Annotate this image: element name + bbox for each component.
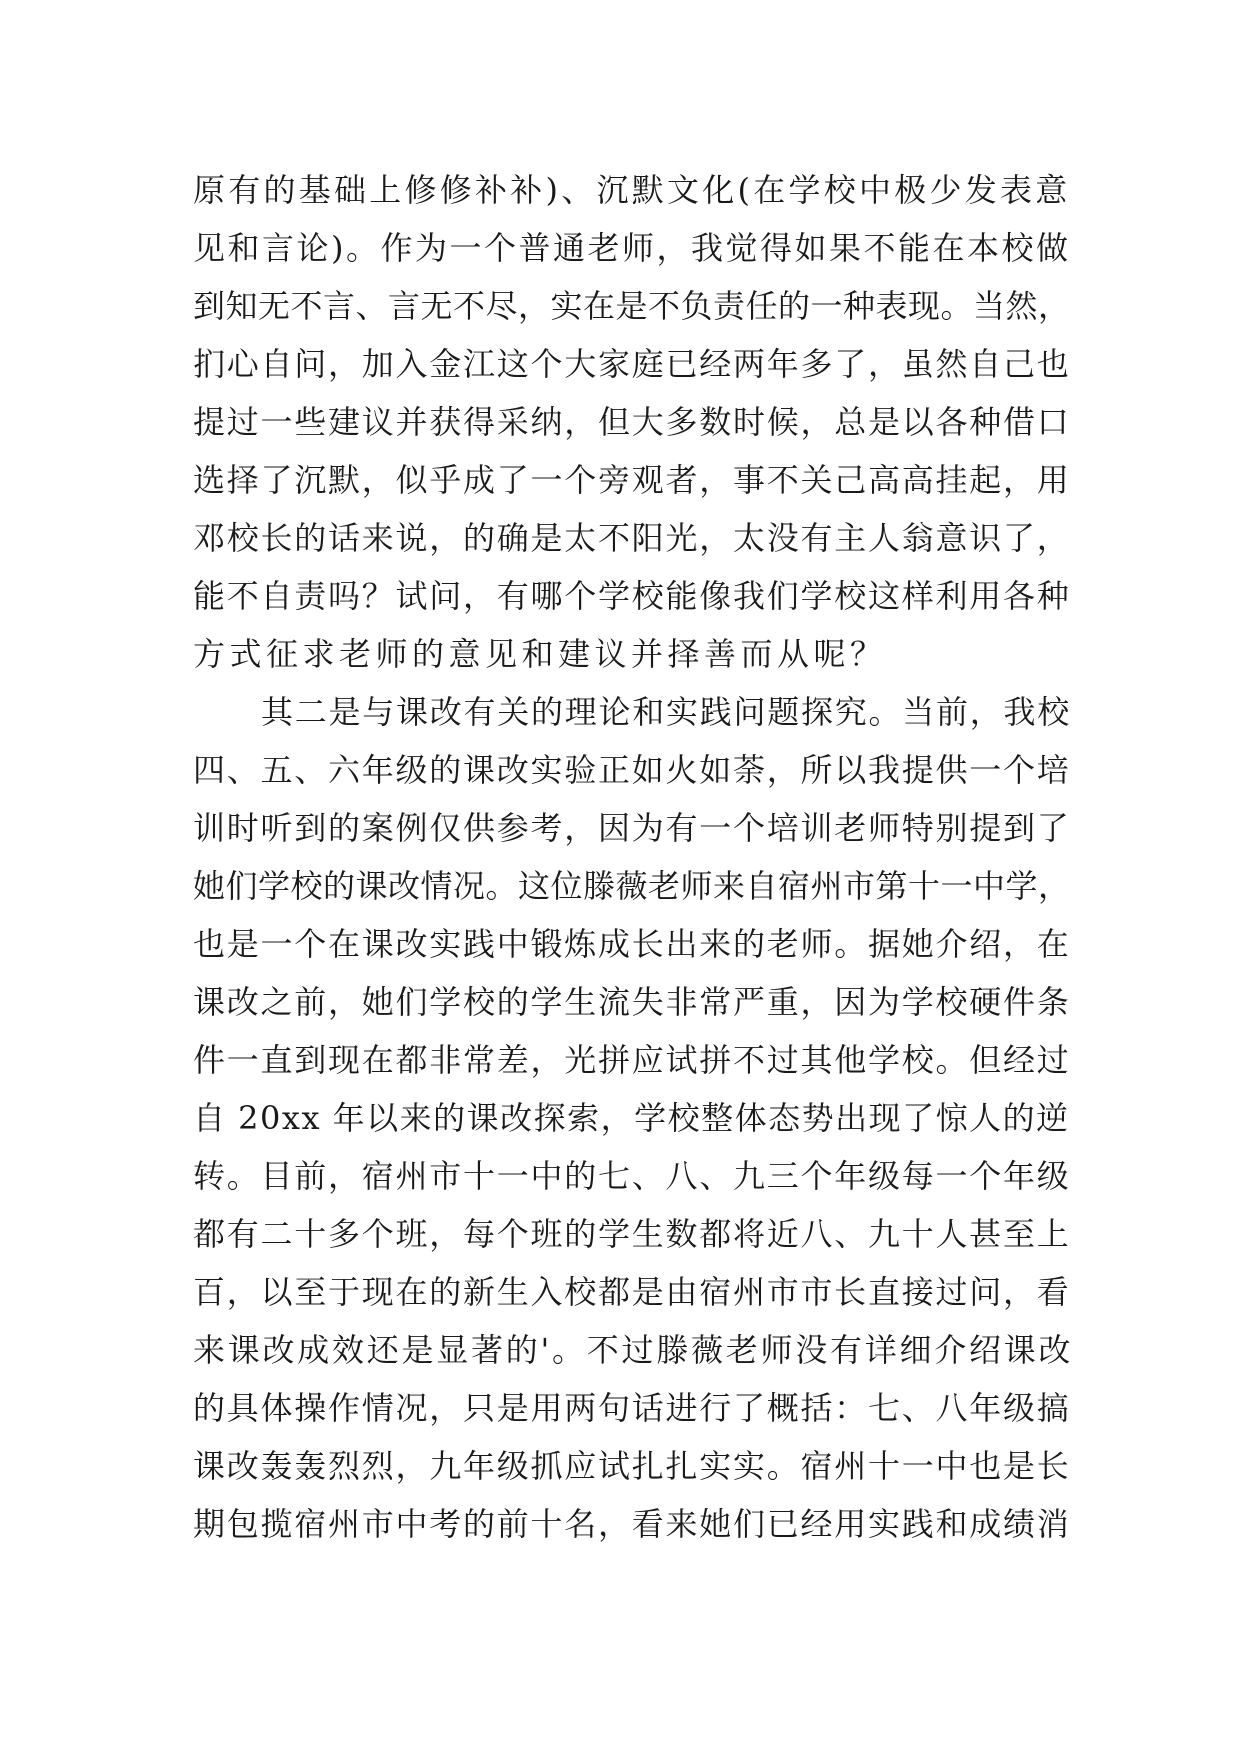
- text-line: 选择了沉默，似乎成了一个旁观者，事不关己高高挂起，用: [193, 461, 1071, 499]
- paragraph-1: [193, 161, 1073, 683]
- text-line: 能不自责吗？试问，有哪个学校能像我们学校这样利用各种: [193, 577, 1071, 615]
- text-line: 转。目前，宿州市十一中的七、八、九三个年级每一个年级: [193, 1157, 1071, 1195]
- text-line: 邓校长的话来说，的确是太不阳光，太没有主人翁意识了，: [193, 519, 1071, 557]
- text-line: 件一直到现在都非常差，光拼应试拼不过其他学校。但经过: [193, 1041, 1071, 1079]
- text-line: 百，以至于现在的新生入校都是由宿州市市长直接过问，看: [193, 1273, 1071, 1311]
- text-line: 扪心自问，加入金江这个大家庭已经两年多了，虽然自己也: [193, 345, 1071, 383]
- text-line: 方式征求老师的意见和建议并择善而从呢？: [193, 635, 887, 673]
- text-line: 自 20xx 年以来的课改探索，学校整体态势出现了惊人的逆: [193, 1099, 1070, 1137]
- document-body: [193, 161, 1073, 1553]
- text-line: 到知无不言、言无不尽，实在是不负责任的一种表现。当然，: [193, 287, 1071, 325]
- text-line: 也是一个在课改实践中锻炼成长出来的老师。据她介绍，在: [193, 925, 1071, 963]
- text-line: 课改之前，她们学校的学生流失非常严重，因为学校硬件条: [193, 983, 1071, 1021]
- text-line: 期包揽宿州市中考的前十名，看来她们已经用实践和成绩消: [193, 1505, 1071, 1543]
- text-line: 都有二十多个班，每个班的学生数都将近八、九十人甚至上: [193, 1215, 1071, 1253]
- text-line: 见和言论)。作为一个普通老师，我觉得如果不能在本校做: [193, 229, 1071, 267]
- text-line: 来课改成效还是显著的'。不过滕薇老师没有详细介绍课改: [193, 1331, 1074, 1369]
- text-line: 的具体操作情况，只是用两句话进行了概括：七、八年级搞: [193, 1389, 1071, 1427]
- text-line: 原有的基础上修修补补)、沉默文化(在学校中极少发表意: [193, 171, 1071, 209]
- paragraph-2: [193, 683, 1073, 1553]
- text-line: 其二是与课改有关的理论和实践问题探究。当前，我校: [261, 693, 1072, 731]
- text-line: 四、五、六年级的课改实验正如火如荼，所以我提供一个培: [193, 751, 1071, 789]
- text-line: 提过一些建议并获得采纳，但大多数时候，总是以各种借口: [193, 403, 1071, 441]
- text-line: 她们学校的课改情况。这位滕薇老师来自宿州市第十一中学，: [193, 867, 1071, 905]
- text-line: 课改轰轰烈烈，九年级抓应试扎扎实实。宿州十一中也是长: [193, 1447, 1071, 1485]
- text-line: 训时听到的案例仅供参考，因为有一个培训老师特别提到了: [193, 809, 1071, 847]
